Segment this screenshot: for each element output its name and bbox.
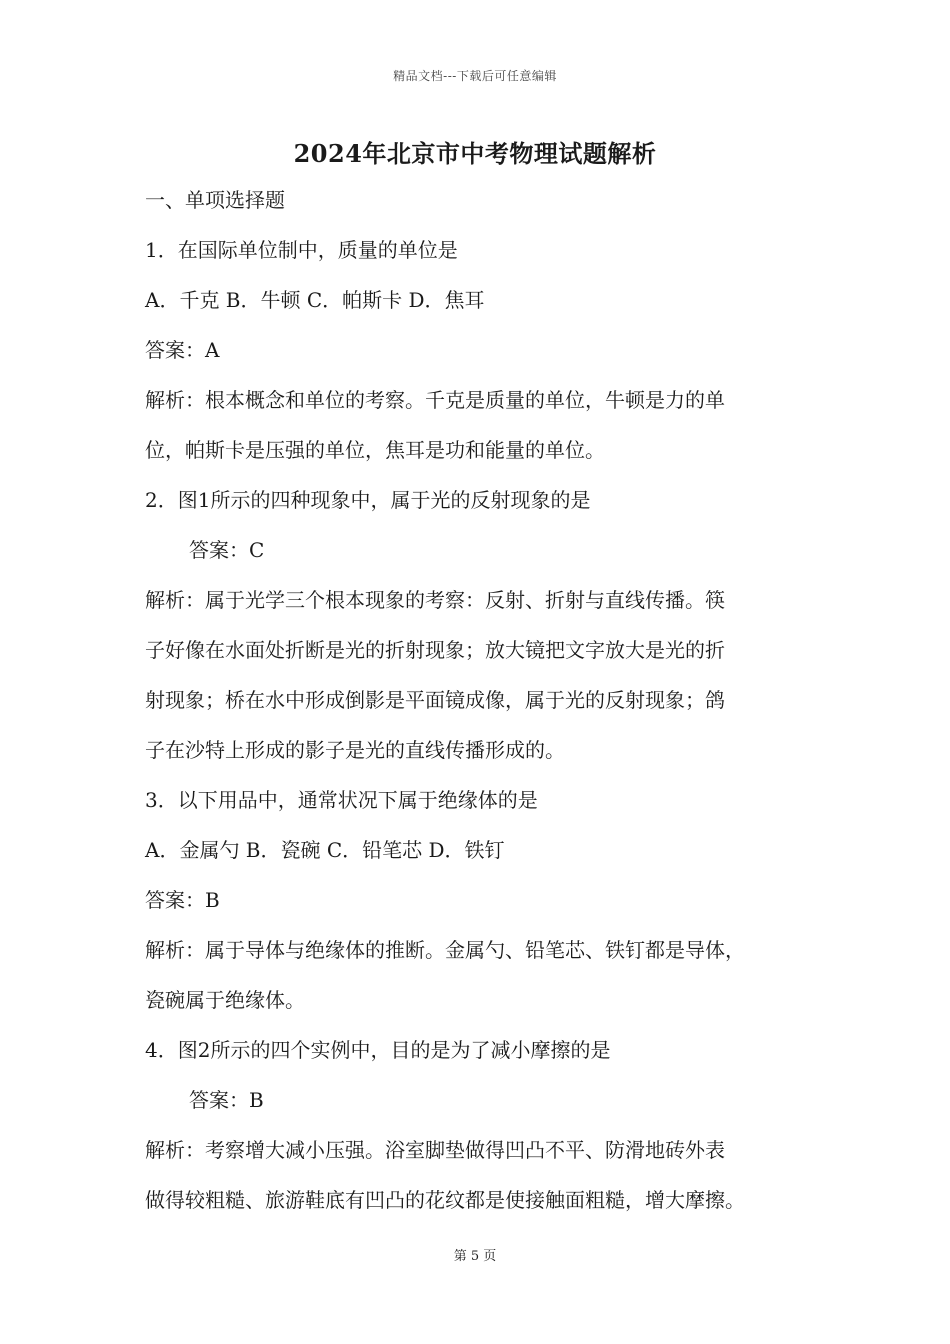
text-line: 解析：属于光学三个根本现象的考察：反射、折射与直线传播。筷 <box>145 588 725 612</box>
text-line: 4．图2所示的四个实例中，目的是为了减小摩擦的是 <box>145 1038 611 1062</box>
text-line: A．金属勺 B．瓷碗 C．铅笔芯 D．铁钉 <box>145 838 505 862</box>
text-line: 1．在国际单位制中，质量的单位是 <box>145 238 458 262</box>
text-line: 位，帕斯卡是压强的单位，焦耳是功和能量的单位。 <box>145 438 605 462</box>
text-line: 答案：C <box>189 538 265 562</box>
document-title: 2024年北京市中考物理试题解析 <box>293 139 657 168</box>
text-line: 瓷碗属于绝缘体。 <box>145 988 305 1012</box>
header-note: 精品文档---下载后可任意编辑 <box>393 69 557 83</box>
text-line: 一、单项选择题 <box>145 188 285 212</box>
text-line: 子好像在水面处折断是光的折射现象；放大镜把文字放大是光的折 <box>145 638 725 662</box>
text-line: 答案：A <box>145 338 220 362</box>
text-line: 解析：根本概念和单位的考察。千克是质量的单位，牛顿是力的单 <box>145 388 725 412</box>
document-body <box>145 180 835 1230</box>
text-line: 答案：B <box>145 888 220 912</box>
text-line: 子在沙特上形成的影子是光的直线传播形成的。 <box>145 738 565 762</box>
page-number: 第 5 页 <box>453 1249 497 1264</box>
text-line: 解析：属于导体与绝缘体的推断。金属勺、铅笔芯、铁钉都是导体， <box>145 938 745 962</box>
text-line: 射现象；桥在水中形成倒影是平面镜成像，属于光的反射现象；鸽 <box>145 688 725 712</box>
text-line: 2．图1所示的四种现象中，属于光的反射现象的是 <box>145 488 591 512</box>
text-line: 做得较粗糙、旅游鞋底有凹凸的花纹都是使接触面粗糙，增大摩擦。 <box>145 1188 745 1212</box>
text-line: 3．以下用品中，通常状况下属于绝缘体的是 <box>145 788 538 812</box>
text-line: 解析：考察增大减小压强。浴室脚垫做得凹凸不平、防滑地砖外表 <box>145 1138 725 1162</box>
text-line: 答案：B <box>189 1088 264 1112</box>
text-line: A．千克 B．牛顿 C．帕斯卡 D．焦耳 <box>145 288 485 312</box>
